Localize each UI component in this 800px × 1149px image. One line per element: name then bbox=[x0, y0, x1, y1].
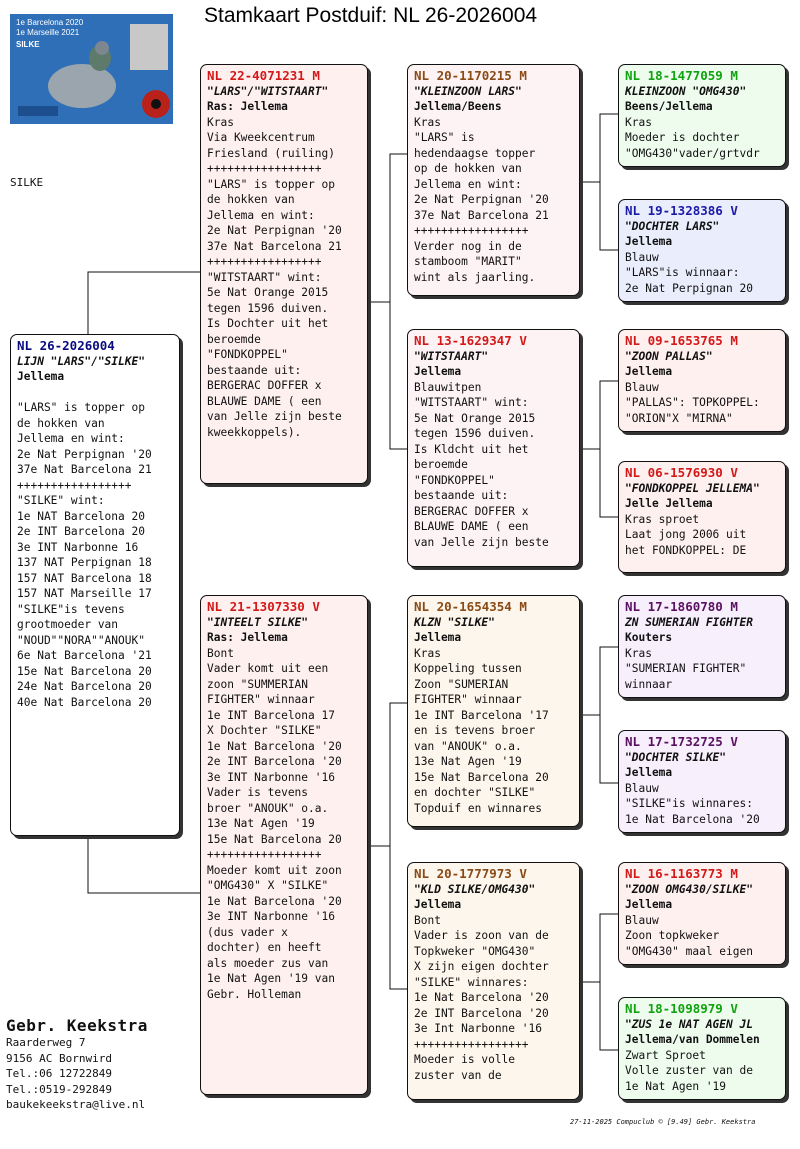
owner-email: baukekeekstra@live.nl bbox=[6, 1098, 146, 1111]
card-text-line: 1e INT Barcelona '17 bbox=[414, 708, 549, 722]
breeder: Ras: Jellema bbox=[207, 631, 288, 644]
ring-number: NL 18-1098979 V bbox=[625, 1001, 738, 1016]
owner-line: Tel.:06 12722849 bbox=[6, 1067, 112, 1080]
card-text-line: "WITSTAART" wint: bbox=[414, 396, 529, 409]
card-text-line: "ORION"X "MIRNA" bbox=[625, 411, 733, 425]
card-text-line: Moeder is dochter bbox=[625, 131, 740, 144]
card-text-line: "LARS" is topper op bbox=[207, 177, 335, 191]
logo-photo bbox=[10, 14, 173, 124]
card-text-line: 1e Nat Barcelona '20 bbox=[207, 739, 342, 753]
pedigree-card-mfm bbox=[618, 730, 786, 833]
card-text-line: Vader is zoon van de bbox=[414, 929, 549, 942]
owner-line: Tel.:0519-292849 bbox=[6, 1082, 112, 1096]
card-text-line: beroemde bbox=[414, 458, 468, 471]
card-text-line: 157 NAT Barcelona 18 bbox=[17, 571, 152, 585]
card-text-line: bestaande uit: bbox=[207, 363, 302, 377]
owner-block bbox=[6, 1016, 148, 1113]
card-text-line: X Dochter "SILKE" bbox=[207, 724, 322, 737]
card-text-line: "LARS" is bbox=[414, 131, 475, 144]
card-text-line: +++++++++++++++++ bbox=[207, 848, 322, 861]
card-text-line: "FONDKOPPEL" bbox=[207, 348, 288, 361]
card-text-line: 1e Nat Barcelona '20 bbox=[625, 812, 760, 826]
card-text-line: op de hokken van bbox=[414, 162, 522, 175]
card-text-line: 15e Nat Barcelona 20 bbox=[207, 832, 342, 846]
breeder: Jellema/Beens bbox=[414, 100, 502, 113]
pedigree-card-mother bbox=[200, 595, 368, 1095]
card-text-line: 157 NAT Marseille 17 bbox=[17, 587, 152, 600]
card-text-line bbox=[17, 385, 173, 401]
card-text-line: 40e Nat Barcelona 20 bbox=[17, 695, 152, 709]
card-text-line: "OMG430" maal eigen bbox=[625, 944, 753, 958]
card-text-line: 5e Nat Orange 2015 bbox=[207, 286, 329, 299]
ring-number: NL 13-1629347 V bbox=[414, 333, 527, 348]
breeder: Ras: Jellema bbox=[207, 100, 288, 113]
pedigree-card-fmm bbox=[618, 461, 786, 573]
breeder: Kouters bbox=[625, 631, 673, 644]
card-text-line: zoon "SUMMERIAN bbox=[207, 677, 309, 691]
card-text-line: Topkweker "OMG430" bbox=[414, 944, 536, 958]
ring-number: NL 17-1732725 V bbox=[625, 734, 738, 749]
ring-number: NL 26-2026004 bbox=[17, 338, 115, 353]
card-text-line: "SILKE"is tevens bbox=[17, 602, 125, 616]
breeder: Jelle Jellema bbox=[625, 497, 713, 510]
card-text-line: hedendaagse topper bbox=[414, 146, 536, 160]
card-text-line: "PALLAS": TOPKOPPEL: bbox=[625, 396, 760, 409]
pigeon-name: "ZOON PALLAS" bbox=[625, 349, 713, 363]
card-text-line: 1e NAT Barcelona 20 bbox=[17, 509, 145, 523]
owner-line: Raarderweg 7 bbox=[6, 1036, 86, 1049]
card-text-line: 37e Nat Barcelona 21 bbox=[414, 208, 549, 222]
card-text-line: stamboom "MARIT" bbox=[414, 255, 522, 268]
card-text-line: Moeder komt uit zoon bbox=[207, 863, 342, 877]
card-text-line: 13e Nat Agen '19 bbox=[414, 755, 522, 768]
card-text-line: Kras bbox=[414, 115, 441, 129]
card-text-line: 2e INT Barcelona '20 bbox=[414, 1006, 549, 1020]
breeder: Jellema bbox=[625, 235, 673, 248]
breeder: Jellema bbox=[625, 766, 673, 779]
card-text-line: 1e Nat Barcelona '20 bbox=[414, 991, 549, 1004]
card-text-line: Is Kldcht uit het bbox=[414, 442, 529, 456]
ring-number: NL 22-4071231 M bbox=[207, 68, 320, 83]
card-text-line: 2e INT Barcelona '20 bbox=[207, 755, 342, 768]
card-text-line: als moeder zus van bbox=[207, 956, 329, 970]
breeder: Jellema bbox=[414, 898, 462, 911]
card-text-line: 3e INT Narbonne 16 bbox=[17, 540, 139, 554]
card-text-line: +++++++++++++++++ bbox=[414, 1037, 529, 1051]
card-text-line: Is Dochter uit het bbox=[207, 317, 329, 330]
card-text-line: BERGERAC DOFFER x bbox=[414, 504, 529, 518]
ring-number: NL 20-1170215 M bbox=[414, 68, 527, 83]
card-text-line: 3e INT Narbonne '16 bbox=[207, 910, 335, 923]
pigeon-name: "DOCHTER SILKE" bbox=[625, 750, 727, 764]
card-text-line: bestaande uit: bbox=[414, 489, 509, 502]
card-text-line: Laat jong 2006 uit bbox=[625, 528, 747, 541]
card-text-line: wint als jaarling. bbox=[414, 270, 536, 284]
card-text-line: 6e Nat Barcelona '21 bbox=[17, 649, 152, 662]
pigeon-name: "ZOON OMG430/SILKE" bbox=[625, 882, 753, 896]
card-text-line: Blauwitpen bbox=[414, 380, 482, 394]
card-text-line: Moeder is volle bbox=[414, 1053, 516, 1066]
card-text-line: +++++++++++++++++ bbox=[414, 224, 529, 237]
pigeon-name: "KLD SILKE/OMG430" bbox=[414, 882, 536, 896]
card-text-line: Zwart Sproet bbox=[625, 1048, 706, 1062]
card-text-line: van Jelle zijn beste bbox=[414, 535, 549, 549]
card-text-line: Vader is tevens bbox=[207, 786, 309, 799]
pedigree-card-mm bbox=[407, 862, 580, 1100]
card-text-line: kweekkoppels). bbox=[207, 425, 302, 439]
breeder: Jellema/van Dommelen bbox=[625, 1033, 760, 1046]
ring-number: NL 18-1477059 M bbox=[625, 68, 738, 83]
card-text-line: Via Kweekcentrum bbox=[207, 131, 315, 144]
ring-number: NL 17-1860780 M bbox=[625, 599, 738, 614]
ring-number: NL 19-1328386 V bbox=[625, 203, 738, 218]
card-text-line: 3e Int Narbonne '16 bbox=[414, 1022, 542, 1035]
card-text-line: 2e Nat Perpignan 20 bbox=[625, 281, 753, 295]
card-text-line: Blauw bbox=[625, 781, 659, 795]
pigeon-name: "WITSTAART" bbox=[414, 349, 489, 363]
card-text-line: broer "ANOUK" o.a. bbox=[207, 801, 329, 815]
page-title: Stamkaart Postduif: NL 26-2026004 bbox=[204, 4, 538, 27]
card-text-line: FIGHTER" winnaar bbox=[207, 693, 315, 706]
card-text-line: +++++++++++++++++ bbox=[17, 478, 132, 492]
footer-credit: 27-11-2025 Compuclub © [9.49] Gebr. Keekstra bbox=[570, 1118, 756, 1126]
breeder: Beens/Jellema bbox=[625, 100, 713, 113]
card-text-line: 13e Nat Agen '19 bbox=[207, 817, 315, 830]
card-text-line: "LARS" is topper op bbox=[17, 401, 145, 414]
card-text-line: dochter) en heeft bbox=[207, 941, 322, 954]
pigeon-name: "KLEINZOON LARS" bbox=[414, 84, 522, 98]
card-text-line: Blauw bbox=[625, 913, 659, 927]
owner-line: 9156 AC Bornwird bbox=[6, 1051, 112, 1065]
card-text-line: "LARS"is winnaar: bbox=[625, 266, 740, 279]
pedigree-card-mmf bbox=[618, 862, 786, 965]
breeder: Jellema bbox=[414, 365, 462, 378]
card-text-line: de hokken van bbox=[17, 416, 105, 430]
breeder: Jellema bbox=[414, 631, 462, 644]
pedigree-card-mmm bbox=[618, 997, 786, 1100]
card-text-line: en dochter "SILKE" bbox=[414, 786, 536, 799]
card-text-line: 37e Nat Barcelona 21 bbox=[17, 463, 152, 476]
breeder: Jellema bbox=[625, 898, 673, 911]
card-text-line: 1e Nat Agen '19 bbox=[625, 1079, 727, 1093]
card-text-line: het FONDKOPPEL: DE bbox=[625, 543, 747, 557]
card-text-line: Jellema en wint: bbox=[17, 432, 125, 445]
pigeon-name: KLEINZOON "OMG430" bbox=[625, 84, 747, 98]
pedigree-card-fm bbox=[407, 329, 580, 567]
card-text-line: +++++++++++++++++ bbox=[207, 255, 322, 268]
card-text-line: Koppeling tussen bbox=[414, 662, 522, 675]
pigeon-name: "FONDKOPPEL JELLEMA" bbox=[625, 481, 760, 495]
card-text-line: Bont bbox=[207, 646, 234, 660]
card-text-line: "SILKE" winnares: bbox=[414, 975, 529, 989]
card-text-line: Friesland (ruiling) bbox=[207, 146, 335, 160]
card-text-line: Topduif en winnares bbox=[414, 801, 542, 815]
card-text-line: 1e Nat Barcelona '20 bbox=[207, 894, 342, 908]
card-text-line: beroemde bbox=[207, 332, 261, 346]
logo-line-2: 1e Marseille 2021 bbox=[16, 28, 80, 37]
card-text-line: Bont bbox=[414, 913, 441, 927]
card-text-line: Kras sproet bbox=[625, 512, 700, 526]
card-text-line: tegen 1596 duiven. bbox=[207, 301, 329, 315]
card-text-line: BLAUWE DAME ( een bbox=[414, 520, 529, 533]
card-text-line: "SUMERIAN FIGHTER" bbox=[625, 662, 747, 675]
pigeon-name: LIJN "LARS"/"SILKE" bbox=[17, 354, 145, 368]
owner-name: Gebr. Keekstra bbox=[6, 1016, 148, 1035]
ring-number: NL 09-1653765 M bbox=[625, 333, 738, 348]
card-text-line: Gebr. Holleman bbox=[207, 987, 302, 1001]
ring-number: NL 21-1307330 V bbox=[207, 599, 320, 614]
card-text-line: "OMG430" X "SILKE" bbox=[207, 879, 329, 892]
pedigree-card-father bbox=[200, 64, 368, 484]
card-text-line: Blauw bbox=[625, 250, 659, 264]
pigeon-name: KLZN "SILKE" bbox=[414, 615, 495, 629]
pedigree-card-ff bbox=[407, 64, 580, 296]
card-text-line: Jellema en wint: bbox=[414, 177, 522, 191]
card-text-line: grootmoeder van bbox=[17, 618, 119, 631]
card-text-line: BLAUWE DAME ( een bbox=[207, 394, 322, 408]
card-text-line: Vader komt uit een bbox=[207, 662, 329, 675]
pedigree-card-subject bbox=[10, 334, 180, 836]
card-text-line: 137 NAT Perpignan 18 bbox=[17, 556, 152, 569]
card-text-line: 2e Nat Perpignan '20 bbox=[414, 193, 549, 206]
card-text-line: 2e Nat Perpignan '20 bbox=[207, 224, 342, 237]
ring-number: NL 16-1163773 M bbox=[625, 866, 738, 881]
breeder: Jellema bbox=[625, 365, 673, 378]
card-text-line: (dus vader x bbox=[207, 925, 288, 939]
ring-number: NL 20-1777973 V bbox=[414, 866, 527, 881]
card-text-line: 15e Nat Barcelona 20 bbox=[414, 770, 549, 784]
card-text-line: 1e INT Barcelona 17 bbox=[207, 708, 335, 722]
card-text-line: zuster van de bbox=[414, 1068, 502, 1082]
breeder: Jellema bbox=[17, 370, 65, 383]
card-text-line: Kras bbox=[207, 115, 234, 129]
pigeon-name: ZN SUMERIAN FIGHTER bbox=[625, 615, 753, 629]
card-text-line: de hokken van bbox=[207, 193, 295, 206]
card-text-line: winnaar bbox=[625, 677, 673, 691]
card-text-line: "SILKE"is winnares: bbox=[625, 797, 753, 810]
card-text-line: Kras bbox=[625, 115, 652, 129]
card-text-line: "SILKE" wint: bbox=[17, 494, 105, 507]
card-text-line: Kras bbox=[414, 646, 441, 660]
ring-number: NL 20-1654354 M bbox=[414, 599, 527, 614]
card-text-line: Zoon topkweker bbox=[625, 929, 720, 942]
card-text-line: "FONDKOPPEL" bbox=[414, 473, 495, 487]
card-text-line: FIGHTER" winnaar bbox=[414, 693, 522, 706]
card-text-line: "WITSTAART" wint: bbox=[207, 270, 322, 284]
card-text-line: "OMG430"vader/grtvdr bbox=[625, 146, 760, 160]
pigeon-name: "INTEELT SILKE" bbox=[207, 615, 309, 629]
pedigree-card-fff bbox=[618, 64, 786, 167]
card-text-line: 37e Nat Barcelona 21 bbox=[207, 239, 342, 253]
pigeon-name: "LARS"/"WITSTAART" bbox=[207, 84, 329, 98]
card-text-line: 2e INT Barcelona 20 bbox=[17, 525, 145, 538]
card-text-line: 2e Nat Perpignan '20 bbox=[17, 447, 152, 461]
card-text-line: Volle zuster van de bbox=[625, 1064, 753, 1077]
card-text-line: Jellema en wint: bbox=[207, 208, 315, 222]
card-text-line: 5e Nat Orange 2015 bbox=[414, 411, 536, 425]
card-text-line: 3e INT Narbonne '16 bbox=[207, 770, 335, 784]
card-text-line: Kras bbox=[625, 646, 652, 660]
card-text-line: Blauw bbox=[625, 380, 659, 394]
pigeon-name: "DOCHTER LARS" bbox=[625, 219, 720, 233]
card-text-line: tegen 1596 duiven. bbox=[414, 427, 536, 440]
pigeon-name: "ZUS 1e NAT AGEN JL bbox=[625, 1017, 753, 1031]
logo-line-3: SILKE bbox=[16, 40, 40, 49]
pigeon-icon bbox=[10, 14, 173, 124]
card-text-line: 1e Nat Agen '19 van bbox=[207, 972, 335, 985]
pedigree-card-ffm bbox=[618, 199, 786, 302]
card-text-line: Zoon "SUMERIAN bbox=[414, 677, 509, 691]
card-text-line: van "ANOUK" o.a. bbox=[414, 739, 522, 753]
pedigree-card-mf bbox=[407, 595, 580, 827]
card-text-line: BERGERAC DOFFER x bbox=[207, 379, 322, 392]
card-text-line: van Jelle zijn beste bbox=[207, 410, 342, 423]
card-text-line: X zijn eigen dochter bbox=[414, 960, 549, 973]
pedigree-card-mff bbox=[618, 595, 786, 698]
pedigree-card-fmf bbox=[618, 329, 786, 432]
card-text-line: "NOUD""NORA""ANOUK" bbox=[17, 633, 145, 647]
card-text-line: +++++++++++++++++ bbox=[207, 162, 322, 175]
card-text-line: en is tevens broer bbox=[414, 724, 536, 737]
card-text-line: 15e Nat Barcelona 20 bbox=[17, 664, 152, 678]
logo-line-1: 1e Barcelona 2020 bbox=[16, 18, 84, 27]
card-text-line: Verder nog in de bbox=[414, 239, 522, 253]
side-label: SILKE bbox=[10, 176, 44, 189]
ring-number: NL 06-1576930 V bbox=[625, 465, 738, 480]
card-text-line: 24e Nat Barcelona 20 bbox=[17, 680, 152, 693]
